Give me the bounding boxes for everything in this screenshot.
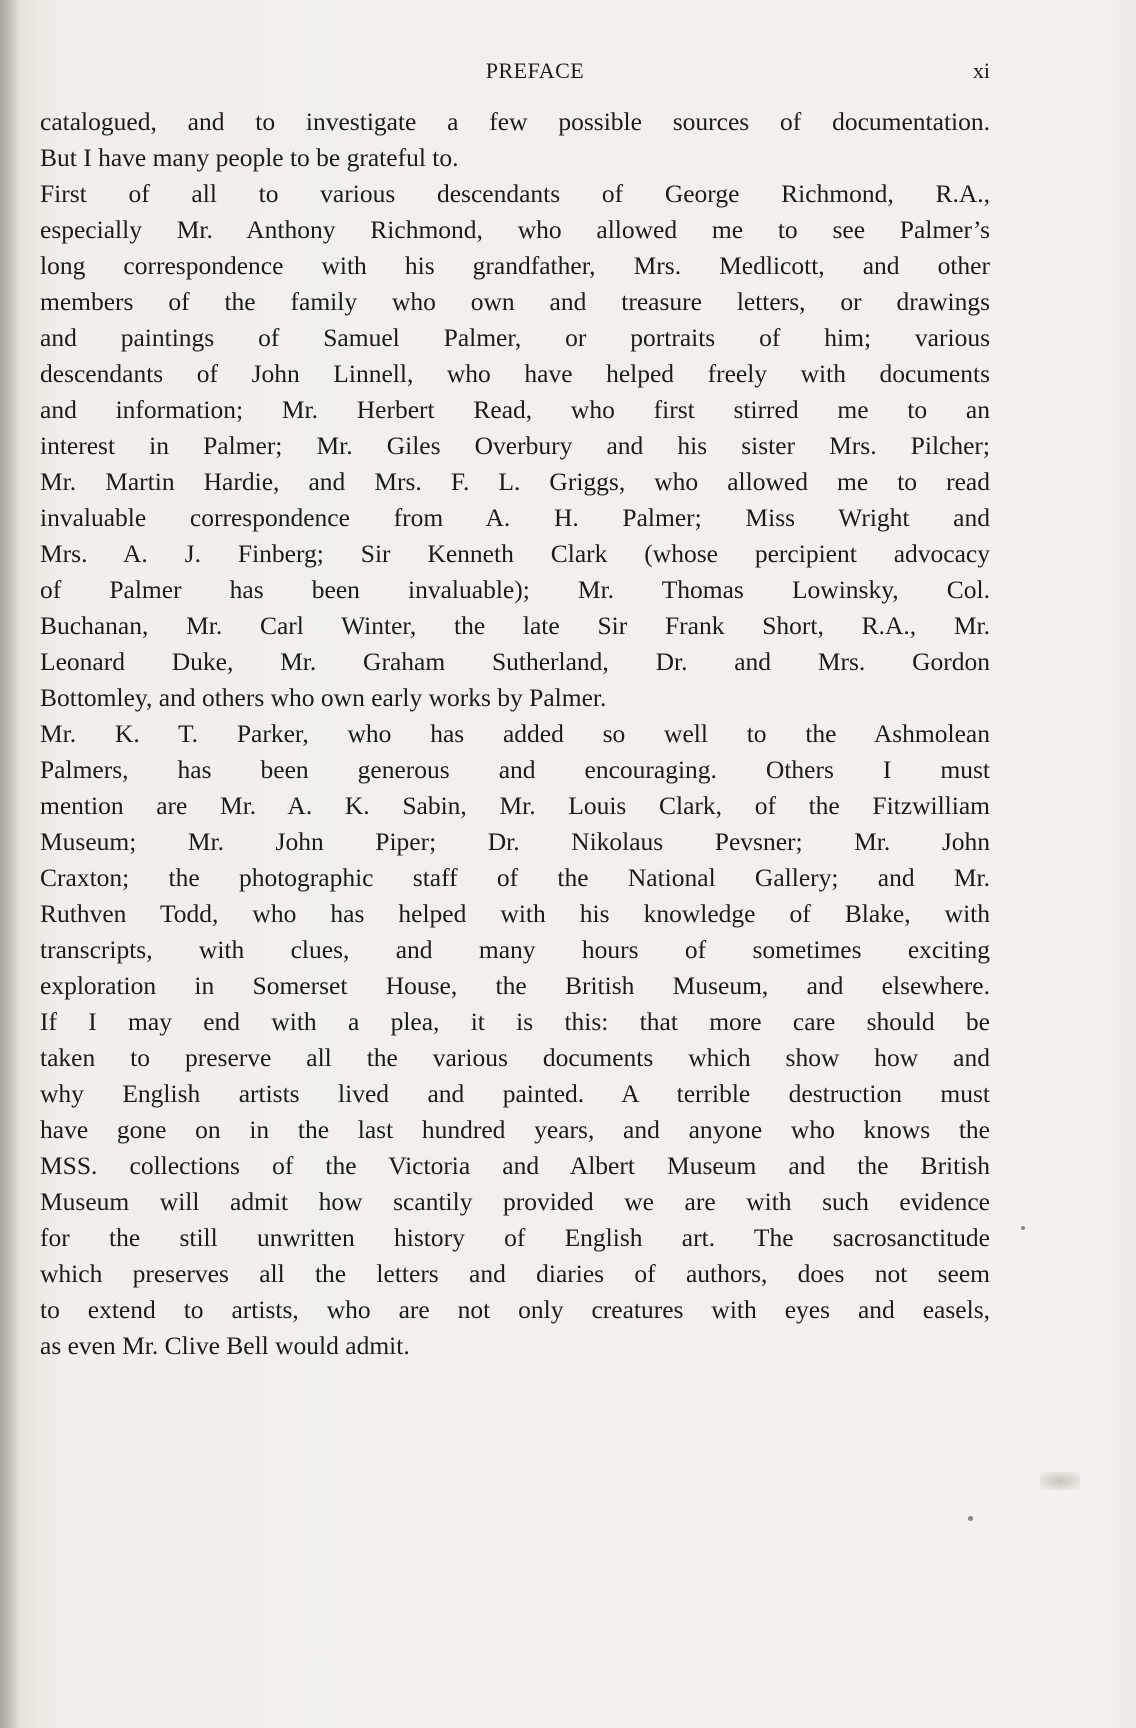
text-line: Bottomley, and others who own early works by Palmer. — [40, 683, 607, 712]
text-line: Museum; Mr. John Piper; Dr. Nikolaus Pevsner; Mr. John — [40, 827, 990, 856]
text-line: have gone on in the last hundred years, and anyone who knows the — [40, 1115, 990, 1144]
text-line: If I may end with a plea, it is this: that more care should be — [40, 1007, 990, 1036]
text-line: and paintings of Samuel Palmer, or portraits of him; various — [40, 323, 990, 352]
text-line: especially Mr. Anthony Richmond, who allowed me to see Palmer’s — [40, 215, 990, 244]
text-line: Mr. K. T. Parker, who has added so well to the Ashmolean — [40, 719, 990, 748]
page-header — [40, 58, 990, 88]
text-line: interest in Palmer; Mr. Giles Overbury and his sister Mrs. Pilcher; — [40, 431, 990, 460]
text-line: why English artists lived and painted. A terrible destruction must — [40, 1079, 990, 1108]
text-line: But I have many people to be grateful to. — [40, 143, 459, 172]
text-line: Craxton; the photographic staff of the National Gallery; and Mr. — [40, 863, 990, 892]
text-line: exploration in Somerset House, the British Museum, and elsewhere. — [40, 971, 990, 1000]
text-line: catalogued, and to investigate a few possible sources of documentation. — [40, 107, 990, 136]
text-line: MSS. collections of the Victoria and Albert Museum and the British — [40, 1151, 990, 1180]
paper-smudge — [1040, 1472, 1080, 1490]
text-line: long correspondence with his grandfather, Mrs. Medlicott, and other — [40, 251, 990, 280]
body-text — [40, 104, 990, 1364]
text-line: descendants of John Linnell, who have helped freely with documents — [40, 359, 990, 388]
text-line: Buchanan, Mr. Carl Winter, the late Sir Frank Short, R.A., Mr. — [40, 611, 990, 640]
paper-speck — [968, 1516, 973, 1521]
text-line: Mr. Martin Hardie, and Mrs. F. L. Griggs, who allowed me to read — [40, 467, 990, 496]
text-line: which preserves all the letters and diaries of authors, does not seem — [40, 1259, 990, 1288]
text-line: members of the family who own and treasure letters, or drawings — [40, 287, 990, 316]
text-line: transcripts, with clues, and many hours of sometimes exciting — [40, 935, 990, 964]
text-line: First of all to various descendants of George Richmond, R.A., — [40, 179, 990, 208]
text-line: mention are Mr. A. K. Sabin, Mr. Louis Clark, of the Fitzwilliam — [40, 791, 990, 820]
gutter-shadow — [0, 0, 22, 1728]
text-line: and information; Mr. Herbert Read, who first stirred me to an — [40, 395, 990, 424]
text-line: Mrs. A. J. Finberg; Sir Kenneth Clark (whose percipient advocacy — [40, 539, 990, 568]
paper-speck — [1021, 1226, 1025, 1230]
text-line: to extend to artists, who are not only creatures with eyes and easels, — [40, 1295, 990, 1324]
running-head: PREFACE — [485, 58, 585, 83]
text-line: for the still unwritten history of English art. The sacrosanctitude — [40, 1223, 990, 1252]
text-line: of Palmer has been invaluable); Mr. Thomas Lowinsky, Col. — [40, 575, 990, 604]
text-line: invaluable correspondence from A. H. Palmer; Miss Wright and — [40, 503, 990, 532]
text-line: Leonard Duke, Mr. Graham Sutherland, Dr. and Mrs. Gordon — [40, 647, 990, 676]
text-line: Palmers, has been generous and encouraging. Others I must — [40, 755, 990, 784]
text-line: Museum will admit how scantily provided we are with such evidence — [40, 1187, 990, 1216]
text-line: Ruthven Todd, who has helped with his knowledge of Blake, with — [40, 899, 990, 928]
text-line: as even Mr. Clive Bell would admit. — [40, 1331, 410, 1360]
text-line: taken to preserve all the various documents which show how and — [40, 1043, 990, 1072]
page-number: xi — [972, 58, 990, 83]
